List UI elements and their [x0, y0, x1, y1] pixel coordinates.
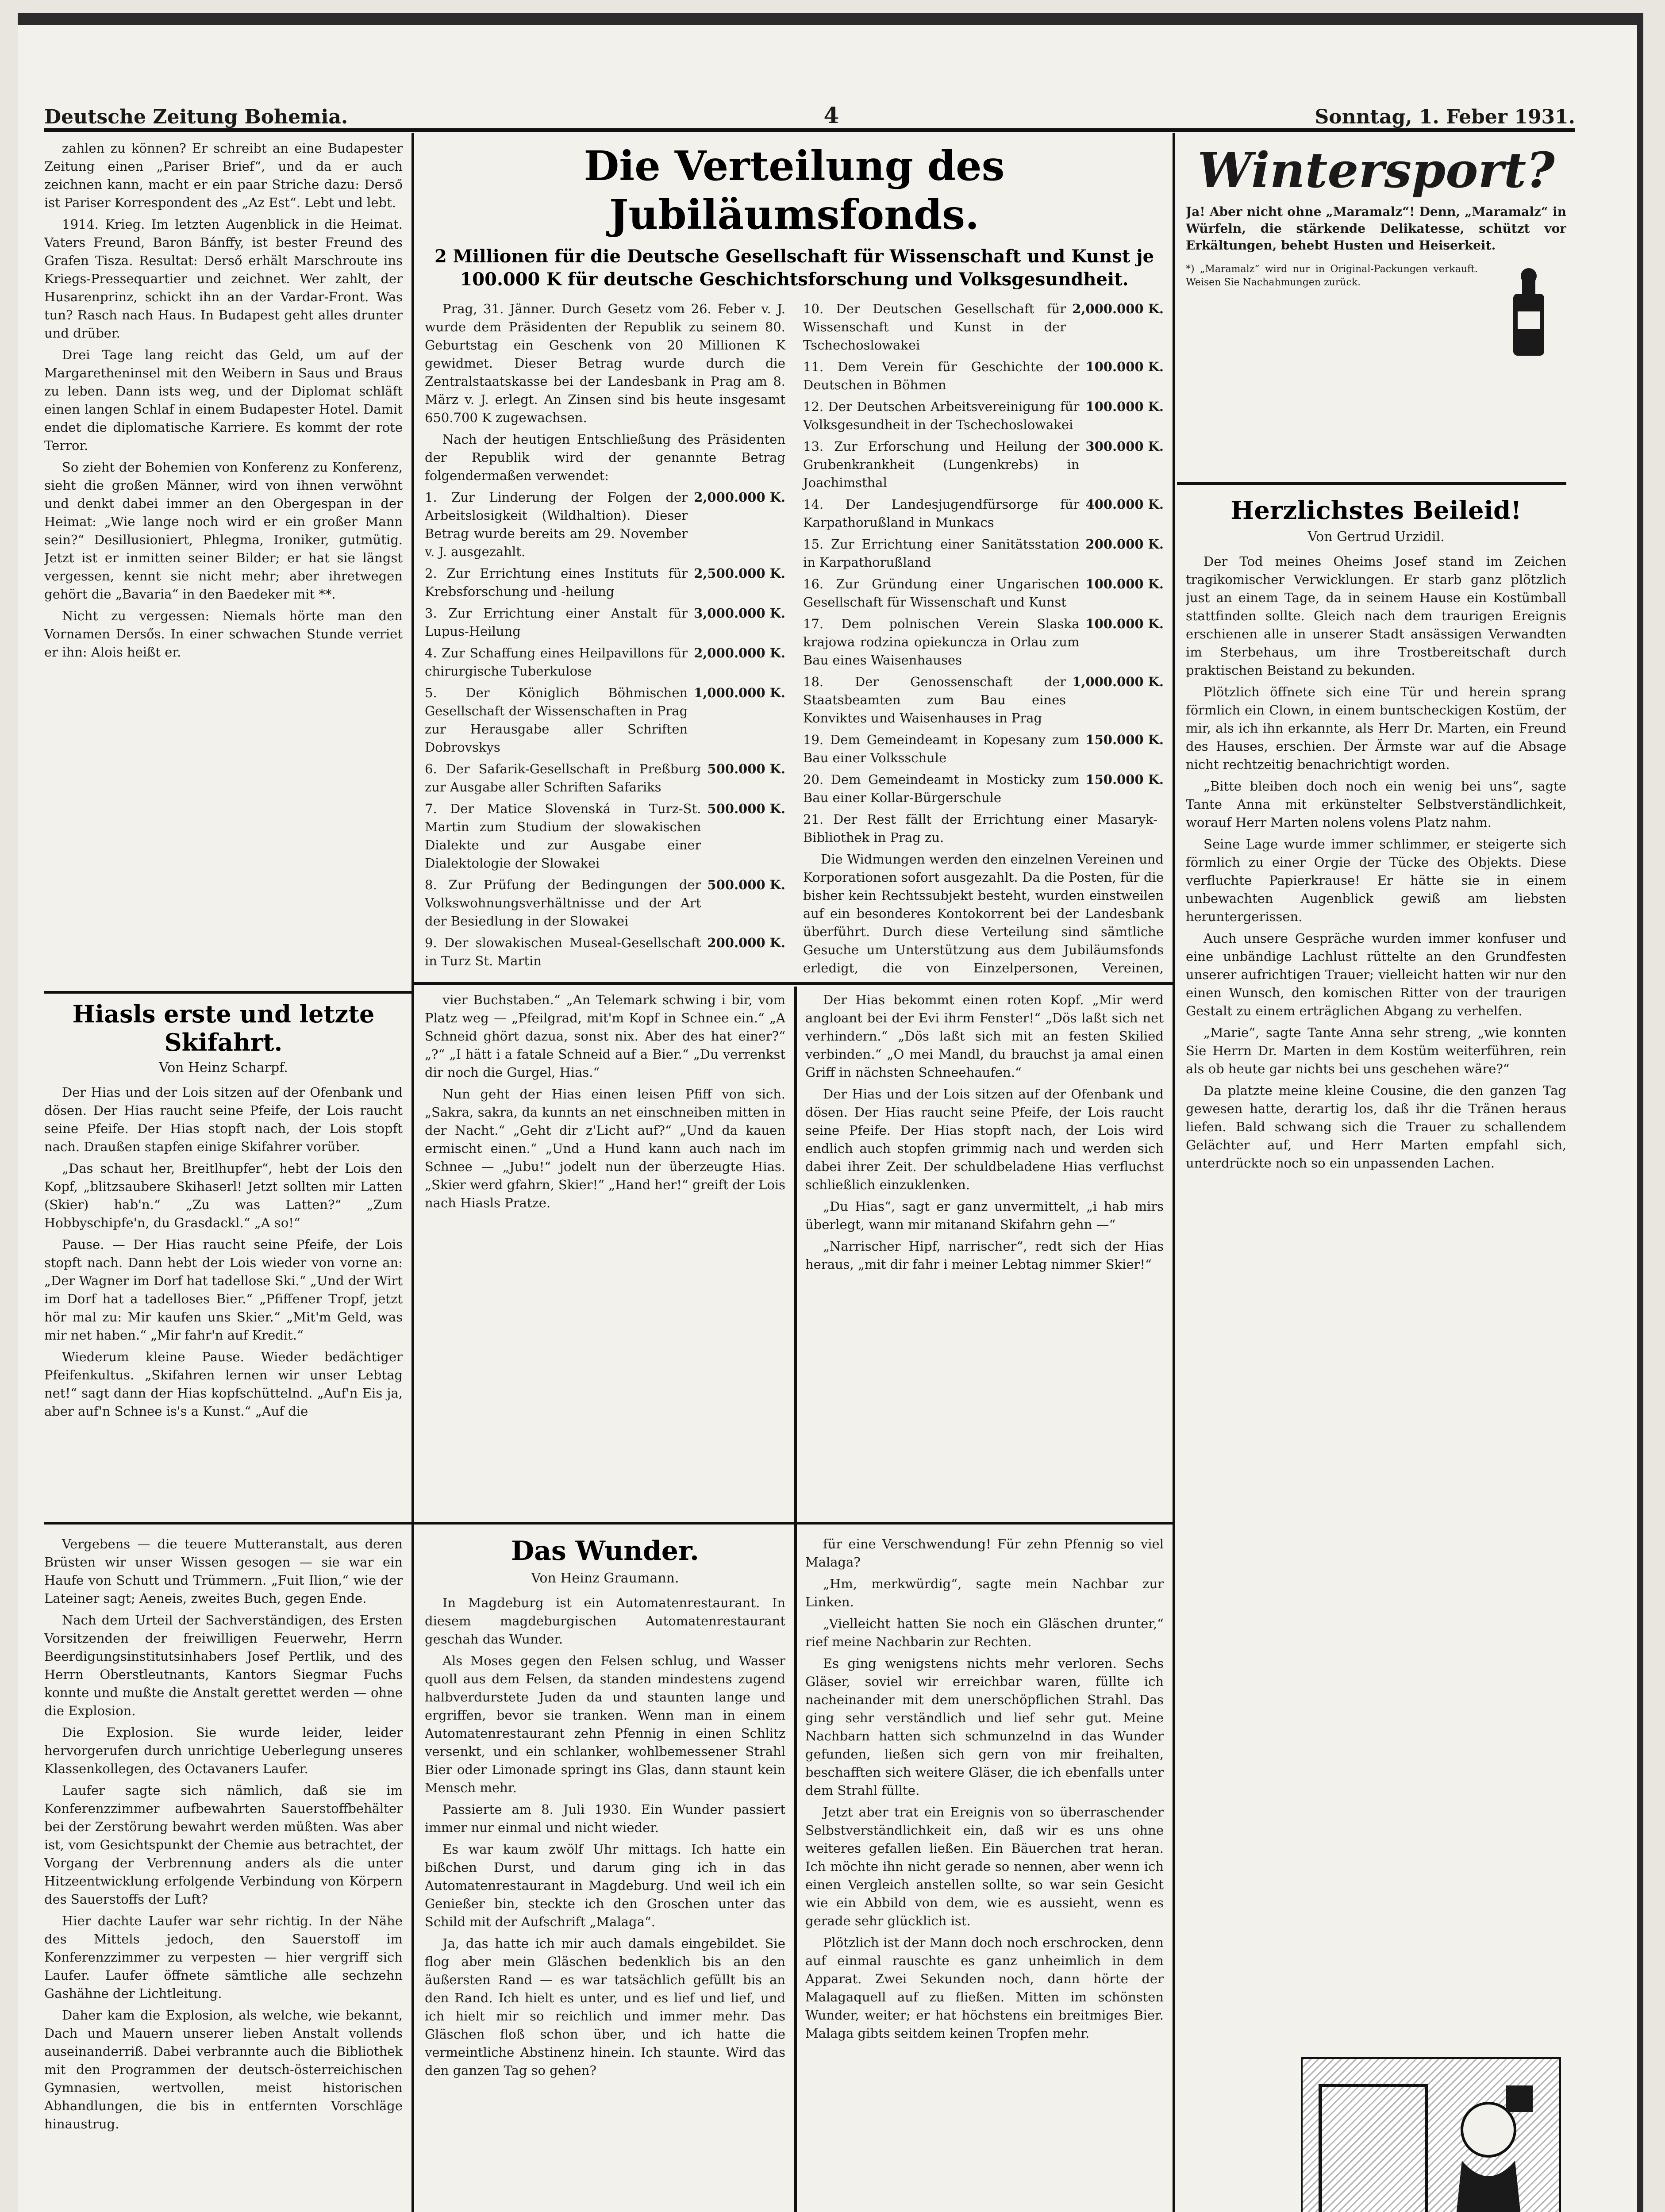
paragraph: Jetzt aber trat ein Ereignis von so überraschender Selbstverständlichkeit ein, daß wir es uns ohne weiteres gefallen ließen. Ein Bäuerchen trat heran. Ich möchte ihn nicht gerade so nennen, aber wenn ich einen Vergleich anstellen sollte, so war sein Gesicht wie ein Abbild von dem, wie es aussieht, wenn es gerade sehr glücklich ist.: [805, 1805, 1164, 1928]
article-body: [805, 1535, 1164, 2043]
paragraph: Nicht zu vergessen: Niemals hörte man den Vornamen Dersős. In einer schwachen Stunde verriet er ihn: Alois heißt er.: [44, 608, 403, 660]
paragraph: Nun geht der Hias einen leisen Pfiff von sich. „Sakra, sakra, da kunnts an net einschneiben mitten in der Nacht.“ „Geht dir z'Licht auf?“ „Und da kauen ermischt einen.“ „Und a Hund kann auch nach im Schnee — „Jubu!“ jodelt nun der überzeugte Hias. „Skier werd gfahrn, Skier!“ „Hand her!“ greift der Lois nach Hiasls Pratze.: [425, 1087, 785, 1210]
allocation-desc: 10. Der Deutschen Gesellschaft für Wissenschaft und Kunst in der Tschechoslowakei: [803, 301, 1066, 353]
paragraph: Der Tod meines Oheims Josef stand im Zeichen tragikomischer Verwicklungen. Er starb ganz plötzlich just an einem Tage, da in seinem Hause ein Kostümball stattfinden sollte. Gleich nach dem traurigen Ereignis erschienen alle in unserer Stadt ansässigen Verwandten im Sterbehaus, um ihre Trostbereitschaft durch praktischen Beistand zu bekunden.: [1186, 554, 1566, 678]
paragraph: Daher kam die Explosion, als welche, wie bekannt, Dach und Mauern unserer lieben Anstalt vollends auseinanderriß. Dabei verbrannte auch die Bibliothek mit den Programmen der deutsch-österreichischen Gymnasien, wertvollen, meist historischen Abhandlungen, die bis in entfernten Vorschläge hinaustrug.: [44, 2008, 403, 2131]
allocation-amount: 100.000 K.: [1085, 359, 1164, 374]
main-col-right: [803, 300, 1164, 978]
explosion-article: [44, 1535, 403, 2212]
allocation-amount: 2,000.000 K.: [1072, 301, 1164, 316]
paragraph: „Narrischer Hipf, narrischer“, redt sich der Hias heraus, „mit dir fahr i meiner Lebtag nimmer Skier!“: [805, 1239, 1164, 1272]
allocation-desc: 14. Der Landesjugendfürsorge für Karpathorußland in Munkacs: [803, 497, 1080, 530]
paragraph: zahlen zu können? Er schreibt an eine Budapester Zeitung einen „Pariser Brief“, und da er auch zeichnen kann, macht er ein paar Striche dazu: Derső ist Pariser Korrespondent des „Az Est“. Lebt und lebt.: [44, 141, 403, 210]
paragraph: Plötzlich öffnete sich eine Tür und herein sprang förmlich ein Clown, in einem buntscheckigen Kostüm, der mir, als ich ihn erkannte, als Herr Dr. Marten, ein Freund des Hauses, erschien. Der Ärmste war auf die Absage nicht rechtzeitig benachrichtigt worden.: [1186, 684, 1566, 772]
allocation-item: [425, 488, 785, 561]
allocation-amount: 100.000 K.: [1085, 616, 1164, 631]
paragraph: 1914. Krieg. Im letzten Augenblick in die Heimat. Vaters Freund, Baron Bánffy, ist bester Freund des Grafen Tisza. Resultat: Derső erhält Marschroute ins Kriegs-Pressequartier und zeichnet. Wer zahlt, der Husarenprinz, schickt ihn an der Vardar-Front. Was tun? Rasch nach Haus. In Budapest geht alles drunter und drüber.: [44, 217, 403, 341]
paragraph: Der Hias und der Lois sitzen auf der Ofenbank und dösen. Der Hias raucht seine Pfeife, der Lois raucht seine Pfeife. Der Hias stopft nach, der Lois stopft nach. Draußen stapfen einige Skifahrer vorüber.: [44, 1085, 403, 1154]
allocation-desc: 17. Dem polnischen Verein Slaska krajowa rodzina opiekuncza in Orlau zum Bau eines Waisenhauses: [803, 616, 1080, 668]
article-body: [44, 1083, 403, 1421]
newspaper-page: [18, 13, 1643, 2212]
paragraph: Seine Lage wurde immer schlimmer, er steigerte sich förmlich zu einer Orgie der Tücke des Objekts. Diese verfluchte Papierkrause! Er hätte sie in einem unbewachten Augenblick gewiß am liebsten heruntergerissen.: [1186, 837, 1566, 924]
ski-article: [44, 1000, 403, 1517]
allocation-desc: 1. Zur Linderung der Folgen der Arbeitslosigkeit (Wildhaltion). Dieser Betrag wurde bereits am 29. November v. J. ausgezahlt.: [425, 490, 688, 559]
allocation-amount: 100.000 K.: [1085, 399, 1164, 414]
allocation-item: [803, 731, 1164, 767]
paragraph: Ja, das hatte ich mir auch damals eingebildet. Sie flog aber mein Gläschen bedenklich bis an den äußersten Rand — es war tatsächlich gefüllt bis an den Rand. Ich hielt es unter, und es lief und lief, und ich hielt mir so reichlich und immer mehr. Das Gläschen floß schon über, und ich hatte die vermeintliche Abstinenz hinein. Ich staunte. Wird das den ganzen Tag so gehen?: [425, 1936, 785, 2078]
paragraph: So zieht der Bohemien von Konferenz zu Konferenz, sieht die großen Männer, wird von ihnen verwöhnt und denkt dabei immer an den Obergespan in der Heimat: „Wie lange noch wird er ein großer Mann sein?“ Desillusioniert, Phlegma, Ironiker, gutmütig. Jetzt ist er inmitten seiner Bilder; er hat sie längst vergessen, kennt sie nicht mehr; aber ihretwegen gehört die „Bavaria“ in den Baedeker mit **.: [44, 460, 403, 602]
allocation-desc: 18. Der Genossenschaft der Staatsbeamten zum Bau eines Konviktes und Waisenhauses in Prag: [803, 674, 1066, 726]
allocation-amount: 3,000.000 K.: [694, 606, 785, 621]
issue-date: Sonntag, 1. Feber 1931.: [1315, 106, 1575, 128]
allocation-desc: 13. Zur Erforschung und Heilung der Grubenkrankheit (Lungenkrebs) in Joachimsthal: [803, 439, 1080, 490]
paragraph: Hier dachte Laufer war sehr richtig. In der Nähe des Mittels jedoch, den Sauerstoff im Konferenzzimmer zu verpesten — hier vergriff sich Laufer. Laufer öffnete sämtliche alle sechzehn Gashähne der Lichtleitung.: [44, 1913, 403, 2001]
allocation-desc: 19. Dem Gemeindeamt in Kopesany zum Bau einer Volksschule: [803, 732, 1080, 765]
paragraph: Auch unsere Gespräche wurden immer konfuser und eine unbändige Lachlust rüttelte an den Grundfesten unserer aufrichtigen Trauer; vielleicht hatten wir nur den einen Wunsch, den komischen Ritter von der traurigen Gestalt zu einem erträglichen Abgang zu verhelfen.: [1186, 931, 1566, 1018]
paragraph: Der Hias bekommt einen roten Kopf. „Mir werd angloant bei der Evi ihrm Fenster!“ „Dös laßt sich net verhindern.“ „Dös laßt sich mit an festen Skilied verbinden.“ „O mei Mandl, du brauchst ja amal einen Griff in nächsten Schneehaufen.“: [805, 992, 1164, 1080]
allocation-amount: 2,000.000 K.: [694, 490, 785, 505]
allocation-amount: 2,500.000 K.: [694, 566, 785, 581]
allocation-item: [803, 810, 1164, 847]
paragraph: Pause. — Der Hias raucht seine Pfeife, der Lois stopft nach. Dann hebt der Lois wieder von vorne an: „Der Wagner im Dorf hat tadellose Ski.“ „Und der Wirt im Dorf hat a tadelloses Bier.“ „Pfiffener Tropf, jetzt hör mal zu: Mir kaufen uns Skier.“ „Mit'm Geld, was mir net haben.“ „Mir fahr'n auf Kredit.“: [44, 1237, 403, 1343]
paragraph: „Hm, merkwürdig“, sagte mein Nachbar zur Linken.: [805, 1576, 1164, 1609]
allocation-amount: 150.000 K.: [1085, 772, 1164, 787]
section-rule: [44, 1522, 1173, 1525]
allocation-item: [425, 934, 785, 970]
allocation-amount: 400.000 K.: [1085, 497, 1164, 512]
allocation-item: [803, 673, 1164, 727]
allocation-amount: 200.000 K.: [1085, 537, 1164, 552]
allocation-item: [425, 644, 785, 680]
allocation-amount: 500.000 K.: [707, 877, 785, 892]
ad-note: *) „Maramalz“ wird nur in Original-Packungen verkauft. Weisen Sie Nachahmungen zurück.: [1186, 264, 1478, 288]
allocation-amount: 100.000 K.: [1085, 576, 1164, 591]
ski-article-continued: [425, 991, 785, 1517]
allocation-amount: 1,000.000 K.: [1072, 674, 1164, 689]
paragraph: Laufer sagte sich nämlich, daß sie im Konferenzzimmer aufbewahrten Sauerstoffbehälter bei der Zerstörung bewahrt werden müßten. Was aber ist, vom Gesichtspunkt der Chemie aus betrachtet, der Vorgang der Verbrennung anders als die unter Hitzeentwicklung erfolgende Verbindung von Körpern des Sauerstoffs der Luft?: [44, 1783, 403, 1907]
allocation-desc: 8. Zur Prüfung der Bedingungen der Volkswohnungsverhältnisse und der Art der Besiedlung in der Slowakei: [425, 877, 701, 929]
condolence-byline: Von Gertrud Urzidil.: [1307, 529, 1445, 545]
main-subheadline: 2 Millionen für die Deutsche Gesellschaft für Wissenschaft und Kunst je 100.000 K für deutsche Geschichtsforschung und Volksgesundheit.: [434, 246, 1154, 290]
wonder-article-continued: [805, 1535, 1164, 2212]
page-top-edge: [18, 13, 1637, 25]
allocation-desc: 6. Der Safarik-Gesellschaft in Preßburg zur Ausgabe aller Schriften Safariks: [425, 761, 701, 795]
page-number: 4: [823, 102, 839, 128]
ad-body: Ja! Aber nicht ohne „Maramalz“! Denn, „Maramalz“ in Würfeln, die stärkende Delikatesse, schützt vor Erkältungen, behebt Husten und Heiserkeit.: [1186, 204, 1566, 253]
section-rule: [411, 982, 1173, 985]
paragraph: In Magdeburg ist ein Automatenrestaurant. In diesem magdeburgischen Automatenrestaurant geschah das Wunder.: [425, 1595, 785, 1647]
allocation-desc: 12. Der Deutschen Arbeitsvereinigung für Volksgesundheit in der Tschechoslowakei: [803, 399, 1080, 432]
masthead: [44, 93, 1575, 132]
paragraph: vier Buchstaben.“ „An Telemark schwing i bir, vom Platz weg — „Pfeilgrad, mit'm Kopf in Schnee ein.“ „A Schneid ghört dazua, sonst nix. Aber des hat einer?“ „?“ „I hätt i a fatale Schneid auf a Bier.“ „Du verrenkst dir noch die Gurgel, Hias.“: [425, 992, 785, 1080]
wintersport-ad: [1186, 142, 1566, 473]
allocation-amount: 500.000 K.: [707, 801, 785, 816]
allocation-item: [425, 876, 785, 930]
main-article-columns: [425, 300, 1164, 978]
cartoon-image: [1301, 2057, 1561, 2212]
ski-byline: Von Heinz Scharpf.: [159, 1060, 288, 1075]
allocation-amount: 1,000.000 K.: [694, 685, 785, 700]
paragraph: Es war kaum zwölf Uhr mittags. Ich hatte ein bißchen Durst, und darum ging ich in das Automatenrestaurant in Magdeburg. Und weil ich ein Genießer bin, steckte ich den Groschen unter das Schild mit der Aufschrift „Malaga“.: [425, 1842, 785, 1929]
paragraph: Drei Tage lang reicht das Geld, um auf der Margaretheninsel mit den Weibern in Saus und Braus zu leben. Dann ists weg, und der Diplomat schläft einen langen Schlaf in einem Budapester Hotel. Damit endet die diplomatische Karriere. Es kommt der rote Terror.: [44, 347, 403, 453]
allocation-item: [425, 760, 785, 796]
column-rule: [411, 1526, 414, 2212]
paragraph: „Das schaut her, Breitlhupfer“, hebt der Lois den Kopf, „blitzsaubere Skihaserl! Jetzt sollten mir Latten (Skier) hab'n.“ „Zu was Latten?“ „Zum Hobbyschipfe'n, du Grasdackl.“ „A so!“: [44, 1161, 403, 1230]
section-rule: [44, 991, 411, 994]
allocation-item: [803, 771, 1164, 807]
paragraph: Die Widmungen werden den einzelnen Vereinen und Korporationen sofort ausgezahlt. Da die Posten, für die bisher kein Rechtssubjekt besteht, wurden einstweilen auf ein besonderes Kontokorrent bei der Landesbank überführt. Durch diese Verteilung sind sämtliche Gesuche um Unterstützung aus dem Jubiläumsfonds erledigt, die von Einzelpersonen, Vereinen,: [803, 852, 1164, 975]
column-rule: [794, 987, 797, 1531]
column-rule: [1173, 133, 1175, 2212]
allocation-item: [803, 438, 1164, 492]
paragraph: Vergebens — die teuere Mutteranstalt, aus deren Brüsten wir unser Wissen gesogen — sie war ein Haufe von Schutt und Trümmern. „Fuit Ilion,“ wie der Lateiner sagt; Aeneis, zweites Buch, gegen Ende.: [44, 1536, 403, 1606]
allocation-item: [803, 358, 1164, 394]
ad-bottom: [1186, 263, 1566, 360]
paragraph: Als Moses gegen den Felsen schlug, und Wasser quoll aus dem Felsen, da standen mindestens zugend halbverdurstete Juden da und staunten lange und ergriffen, bevor sie tranken. Wenn man in einem Automatenrestaurant zehn Pfennig in einen Schlitz versenkt, und ein schlanker, wohlbemessener Strahl Bier oder Limonade springt ins Glas, dann staunt kein Mensch mehr.: [425, 1653, 785, 1795]
allocation-desc: 15. Zur Errichtung einer Sanitätsstation in Karpathorußland: [803, 537, 1080, 570]
paragraph: Nach der heutigen Entschließung des Präsidenten der Republik wird der genannte Betrag folgendermaßen verwendet:: [425, 432, 785, 483]
wonder-byline: Von Heinz Graumann.: [531, 1571, 679, 1586]
allocation-item: [425, 800, 785, 872]
paragraph: für eine Verschwendung! Für zehn Pfennig so viel Malaga?: [805, 1536, 1164, 1570]
ad-title: Wintersport?: [1197, 142, 1555, 199]
allocation-amount: 150.000 K.: [1085, 732, 1164, 747]
allocation-item: [803, 535, 1164, 572]
main-article: [425, 142, 1164, 978]
condolence-headline: Herzlichstes Beileid!: [1230, 496, 1522, 525]
allocation-desc: 9. Der slowakischen Museal-Gesellschaft in Turz St. Martin: [425, 935, 701, 968]
ski-headline: Hiasls erste und letzte Skifahrt.: [72, 1000, 375, 1056]
paragraph: Da platzte meine kleine Cousine, die den ganzen Tag gewesen hatte, derartig los, daß ihr die Tränen heraus liefen. Bald schwang sich die Trauer zu schallendem Gelächter auf, und Herr Marten empfahl sich, unterdrückte noch so ein unpassenden Lachen.: [1186, 1083, 1566, 1171]
article-body: [805, 991, 1164, 1274]
wonder-article: [425, 1535, 785, 2212]
allocation-item: [425, 565, 785, 601]
condolence-article: [1186, 495, 1566, 2044]
paragraph: Passierte am 8. Juli 1930. Ein Wunder passiert immer nur einmal und nicht wieder.: [425, 1802, 785, 1835]
allocation-desc: 2. Zur Errichtung eines Instituts für Krebsforschung und -heilung: [425, 566, 688, 599]
allocation-desc: 4. Zur Schaffung eines Heilpavillons für chirurgische Tuberkulose: [425, 645, 688, 679]
allocation-item: [803, 615, 1164, 669]
paragraph: „Vielleicht hatten Sie noch ein Gläschen drunter,“ rief meine Nachbarin zur Rechten.: [805, 1616, 1164, 1649]
allocation-desc: 21. Der Rest fällt der Errichtung einer Masaryk-Bibliothek in Prag zu.: [803, 812, 1157, 845]
main-col-left: [425, 300, 785, 978]
allocation-amount: 300.000 K.: [1085, 439, 1164, 454]
ski-article-continued-2: [805, 991, 1164, 1517]
paragraph: „Bitte bleiben doch noch ein wenig bei uns“, sagte Tante Anna mit erkünstelter Selbstverständlichkeit, worauf Herr Marten nolens volens Platz nahm.: [1186, 779, 1566, 830]
allocation-desc: 5. Der Königlich Böhmischen Gesellschaft der Wissenschaften in Prag zur Herausgabe aller Schriften Dobrovskys: [425, 685, 688, 755]
bottle-illustration: [1487, 263, 1566, 360]
allocation-desc: 7. Der Matice Slovenská in Turz-St. Martin zum Studium der slowakischen Dialekte und zur Ausgabe einer Dialektologie der Slowakei: [425, 801, 701, 871]
allocation-item: [803, 495, 1164, 532]
allocation-item: [425, 604, 785, 641]
article-body: [425, 991, 785, 1212]
paragraph: „Du Hias“, sagt er ganz unvermittelt, „i hab mirs überlegt, wann mir mitanand Skifahrn gehn —“: [805, 1199, 1164, 1232]
column-rule: [411, 133, 414, 1526]
allocation-amount: 200.000 K.: [707, 935, 785, 950]
allocation-desc: 16. Zur Gründung einer Ungarischen Gesellschaft für Wissenschaft und Kunst: [803, 576, 1080, 610]
paragraph: Prag, 31. Jänner. Durch Gesetz vom 26. Feber v. J. wurde dem Präsidenten der Republik zu seinem 80. Geburtstag ein Geschenk von 20 Millionen K gewidmet. Dieser Betrag wurde durch die Zentralstaatskasse bei der Landesbank in Prag am 8. März v. J. erlegt. An Zinsen sind bis heute insgesamt 650.700 K zugewachsen.: [425, 301, 785, 425]
article-body: [425, 1594, 785, 2080]
allocation-amount: 500.000 K.: [707, 761, 785, 776]
main-headline: Die Verteilung des Jubiläumsfonds.: [584, 142, 1005, 238]
allocation-item: [803, 398, 1164, 434]
allocation-item: [803, 575, 1164, 611]
allocation-desc: 3. Zur Errichtung einer Anstalt für Lupus-Heilung: [425, 606, 688, 639]
paper-name: Deutsche Zeitung Bohemia.: [44, 106, 348, 128]
article-body: [44, 1535, 403, 2133]
paragraph: Der Hias und der Lois sitzen auf der Ofenbank und dösen. Der Hias raucht seine Pfeife, der Lois raucht seine Pfeife. Der Hias stopft nach, der Lois wird endlich auch stopfen grimmig nach und werden sich dabei ihrer Zeit. Der schuldbeladene Hias verfluchst schließlich einzuklenken.: [805, 1087, 1164, 1192]
allocation-amount: 2,000.000 K.: [694, 645, 785, 661]
article-body: [44, 139, 403, 661]
allocation-desc: 11. Dem Verein für Geschichte der Deutschen in Böhmen: [803, 359, 1080, 392]
wonder-headline: Das Wunder.: [511, 1536, 699, 1567]
paragraph: Wiederum kleine Pause. Wieder bedächtiger Pfeifenkultus. „Skifahren lernen wir unser Lebtag net!“ sagt dann der Hias kopfschüttelnd. „Auf'n Eis ja, aber auf'n Schnee is's a Kunst.“ „Auf die: [44, 1349, 403, 1419]
paragraph: Plötzlich ist der Mann doch noch erschrocken, denn auf einmal rauschte es ganz unheimlich in dem Apparat. Zwei Sekunden noch, dann hörte der Malagaquell auf zu fließen. Mitten im schönsten Wunder, weiter; er hat höchstens ein breitmiges Bier. Malaga gibts seitdem keinen Tropfen mehr.: [805, 1935, 1164, 2041]
column-rule: [794, 1526, 797, 2212]
allocation-item: [803, 300, 1164, 354]
section-rule: [1177, 482, 1566, 485]
allocation-item: [425, 684, 785, 757]
allocation-desc: 20. Dem Gemeindeamt in Mosticky zum Bau einer Kollar-Bürgerschule: [803, 772, 1080, 805]
left-column-article: [44, 139, 403, 980]
allocation-list-right: [803, 300, 1164, 847]
allocation-list-left: [425, 488, 785, 970]
paragraph: Nach dem Urteil der Sachverständigen, des Ersten Vorsitzenden der freiwilligen Feuerwehr, Herrn Beerdigungsinstitutsinhabers Josef Pertlik, und des Herrn Oberstleutnants, Kantors Siegmar Fuchs konnte und mußte die Anstalt gerettet werden — ohne die Explosion.: [44, 1613, 403, 1718]
paragraph: Die Explosion. Sie wurde leider, leider hervorgerufen durch unrichtige Ueberlegung unseres Klassenkollegen, des Octavaners Laufer.: [44, 1725, 403, 1776]
article-body: [1186, 553, 1566, 1172]
paragraph: Es ging wenigstens nichts mehr verloren. Sechs Gläser, soviel wir erreichbar waren, füllte ich nacheinander mit dem unerschöpflichen Strahl. Das ging sehr verständlich und lief sehr gut. Meine Nachbarn hatten sich schmunzelnd in das Wunder gefunden, ließen sich gern von mir freihalten, beschafften sich weitere Gläser, die ich ebenfalls unter dem Strahl füllte.: [805, 1656, 1164, 1798]
paragraph: „Marie“, sagte Tante Anna sehr streng, „wie konnten Sie Herrn Dr. Marten in dem Kostüm weiterführen, rein als ob heute gar nichts bei uns geschehen wäre?“: [1186, 1025, 1566, 1076]
